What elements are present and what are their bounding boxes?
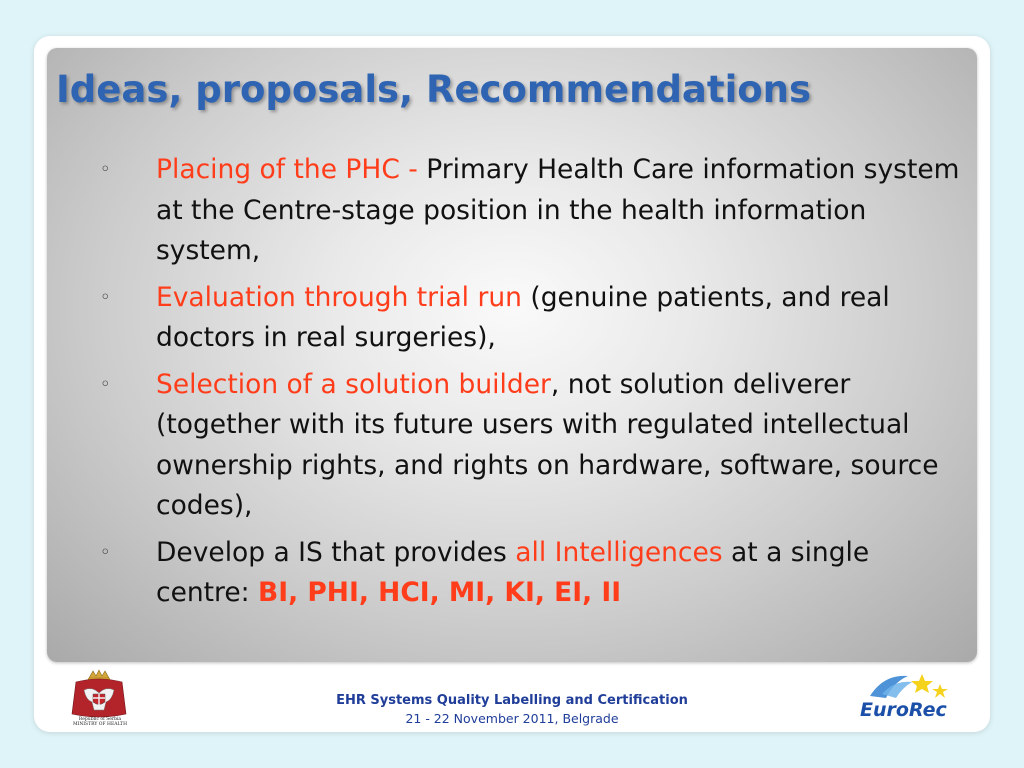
- bullet-text: , not solution deliverer (together with its future users with regulated intellectual ownership rights, and rights on hardware, software, source codes),: [156, 368, 939, 521]
- bullet-icon: ◦: [100, 286, 111, 308]
- bullet-highlight: all Intelligences: [515, 536, 723, 568]
- footer-title: EHR Systems Quality Labelling and Certification: [336, 693, 688, 708]
- bullet-highlight: Placing of the PHC -: [156, 154, 418, 185]
- bullet-icon: ◦: [100, 541, 111, 563]
- bullet-text: Primary Health Care information system at the Centre-stage position in the health information system,: [156, 154, 960, 266]
- bullet-highlight-bold: BI, PHI, HCI, MI, KI, EI, II: [258, 577, 622, 608]
- bullet-text: (genuine patients, and real doctors in real surgeries),: [156, 281, 890, 353]
- bullet-item-develop: [100, 533, 960, 614]
- bullet-icon: ◦: [100, 373, 111, 395]
- bullet-text: Develop a IS that provides: [156, 536, 516, 568]
- bullet-list: [100, 150, 960, 620]
- bullet-item-selection: [100, 365, 960, 527]
- bullet-highlight: Selection of a solution builder: [156, 368, 551, 400]
- crest-caption-line1: Republic of Serbia: [78, 717, 122, 722]
- crest-caption: [60, 717, 140, 727]
- slide-title: Ideas, proposals, Recommendations: [56, 68, 812, 111]
- bullet-icon: ◦: [100, 159, 111, 180]
- crest-caption-line2: MINISTRY OF HEALTH: [72, 722, 128, 727]
- footer-date-location: 21 - 22 November 2011, Belgrade: [405, 711, 619, 726]
- bullet-text-middle: at a single centre:: [156, 536, 870, 608]
- eurorec-wordmark: EuroRec: [860, 699, 947, 721]
- bullet-item-evaluation: [100, 278, 960, 359]
- bullet-highlight: Evaluation through trial run: [156, 281, 522, 313]
- bullet-item-phc: [100, 150, 960, 272]
